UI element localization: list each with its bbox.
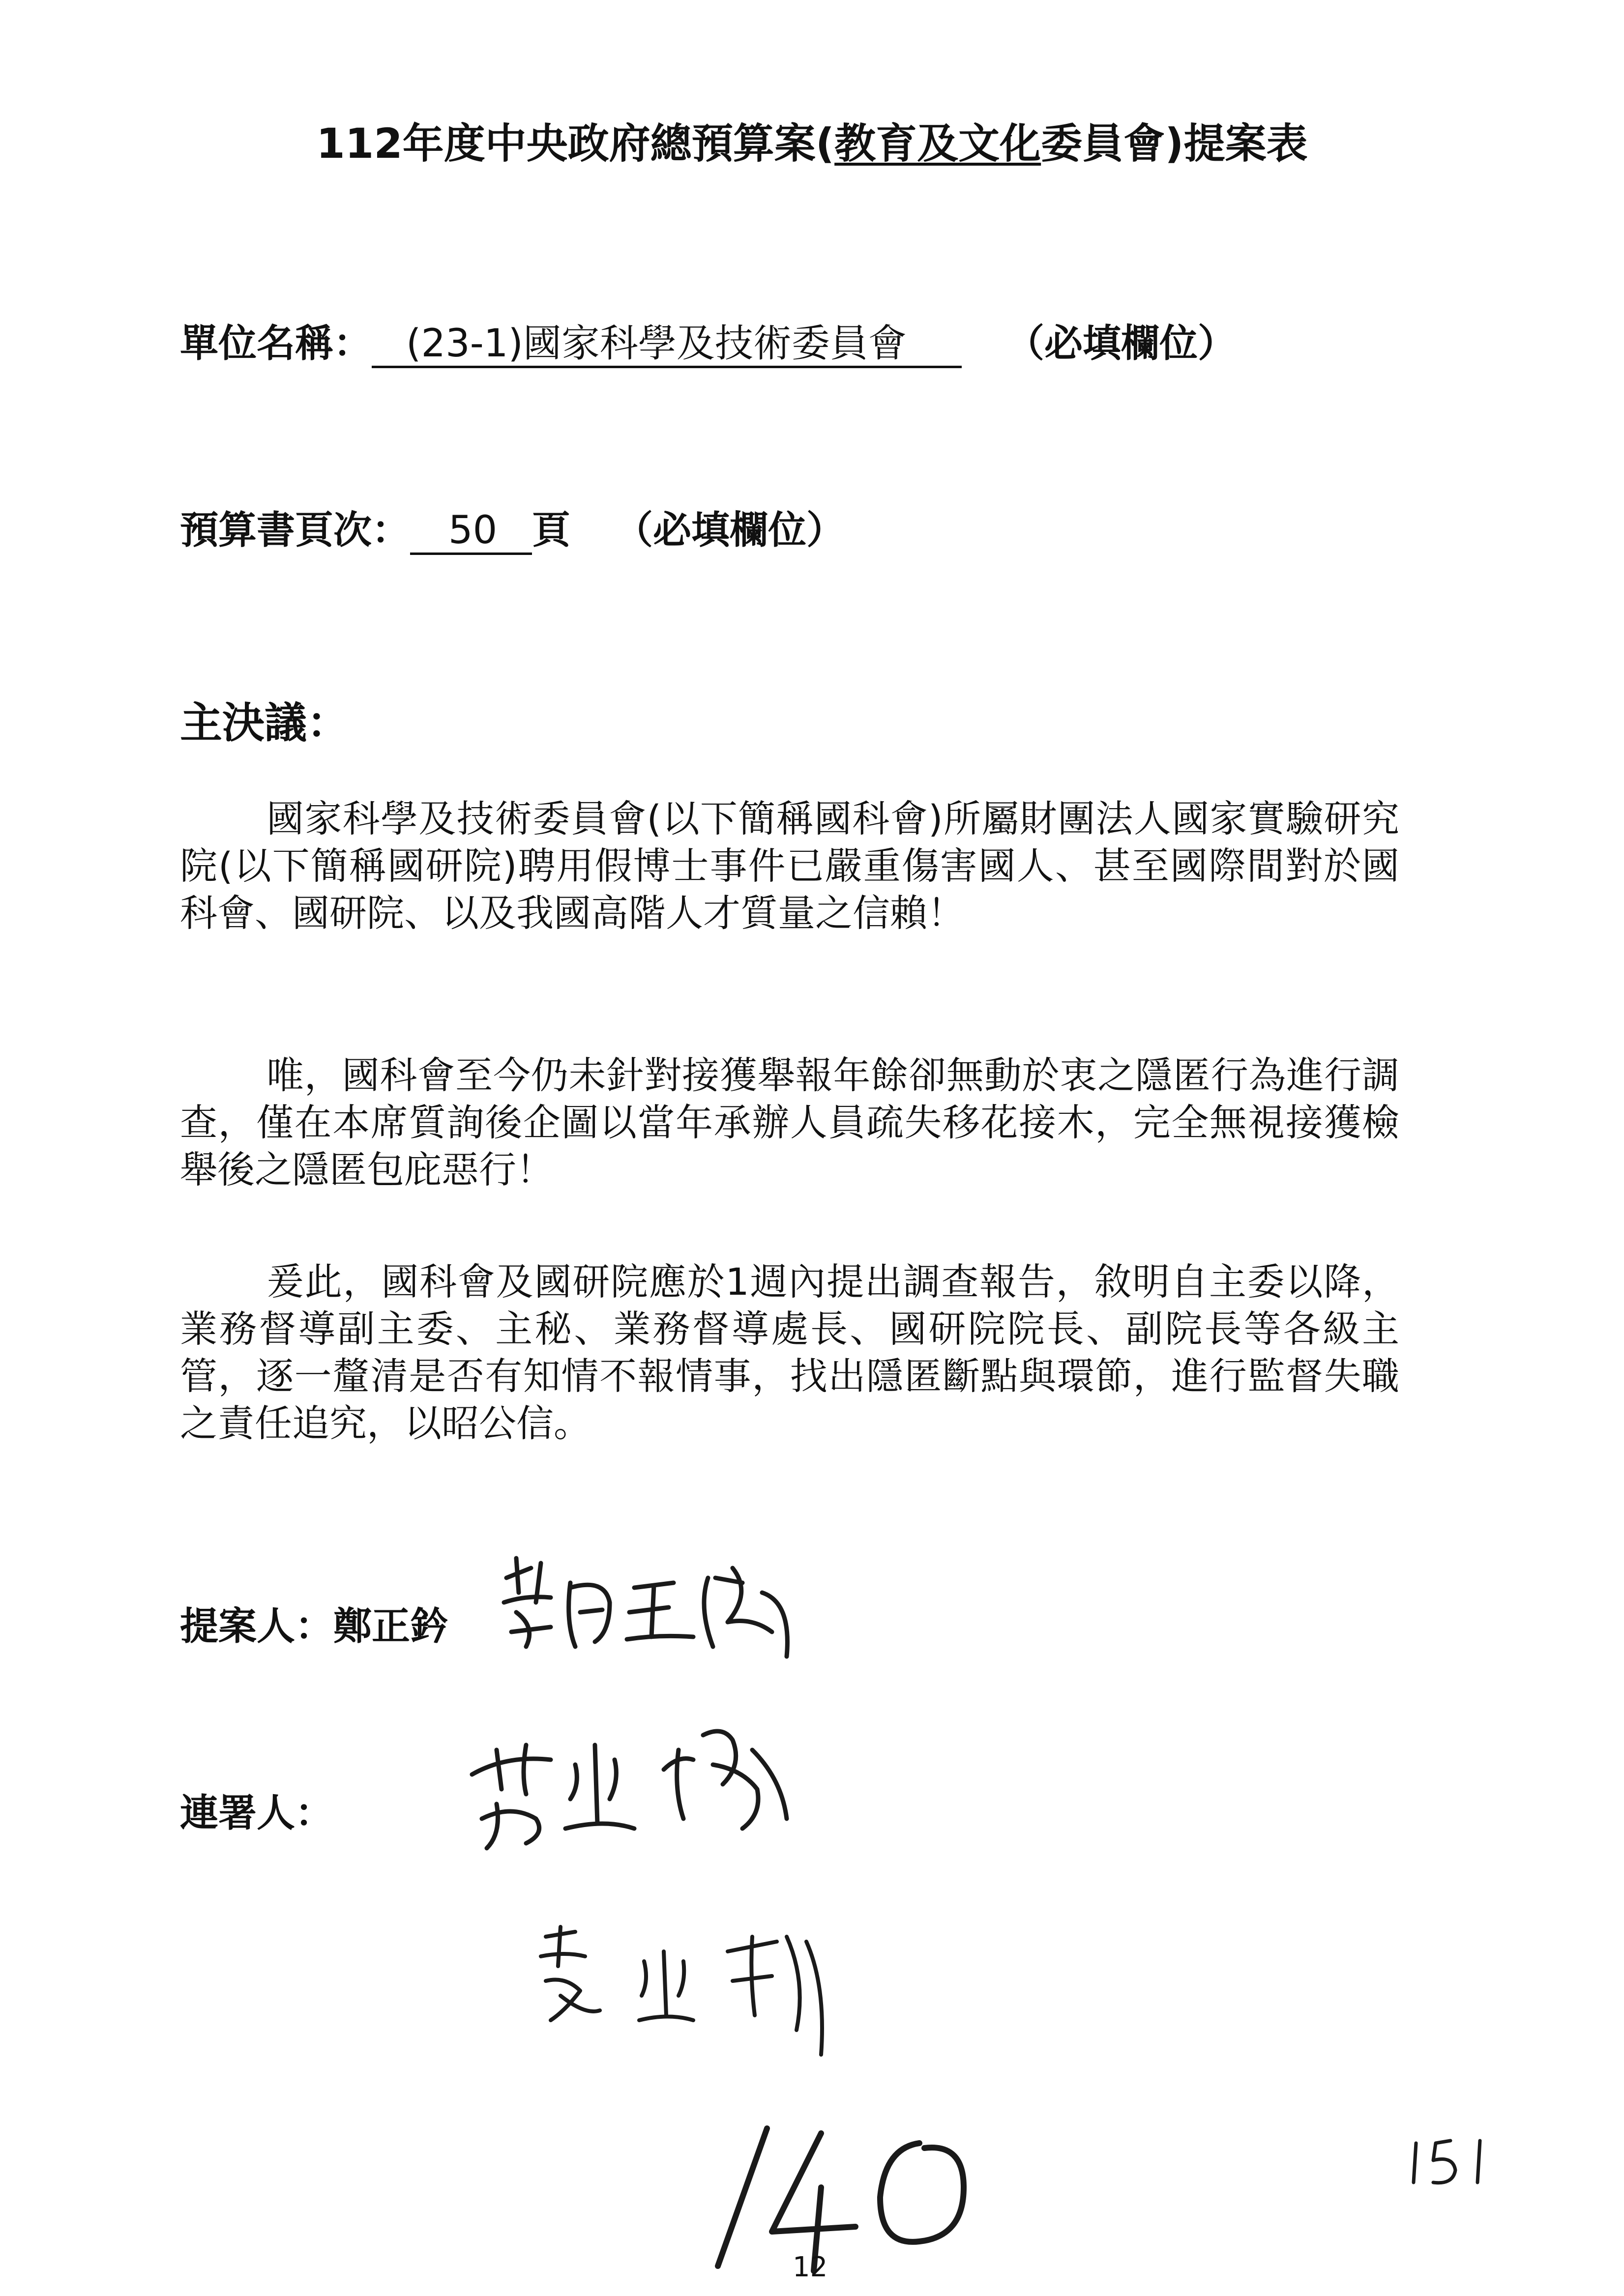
unit-required-note: （必填欄位） [1006, 321, 1237, 366]
budget-page-value: 50 [410, 511, 532, 555]
proposer-line [180, 1604, 449, 1649]
cosigner-signature [531, 1907, 865, 2069]
resolution-paragraph: 國家科學及技術委員會(以下簡稱國科會)所屬財團法人國家實驗研究院(以下簡稱國研院)聘用假博士事件已嚴重傷害國人、甚至國際間對於國科會、國研院、以及我國高階人才質量之信賴！ [180, 797, 1399, 935]
resolution-heading: 主決議： [180, 698, 349, 748]
handwritten-note [1406, 2133, 1500, 2192]
budget-page-unit: 頁 [532, 508, 571, 552]
cosigner-label: 連署人： [180, 1791, 334, 1835]
budget-page-field [180, 508, 845, 555]
unit-field [180, 321, 1237, 368]
cosigner-signature [467, 1706, 821, 1853]
unit-label: 單位名稱： [180, 321, 372, 366]
document-title [0, 119, 1624, 168]
handwritten-number [708, 2114, 983, 2276]
title-suffix: 委員會)提案表 [1041, 119, 1308, 168]
proposer-name: 鄭正鈐 [333, 1604, 449, 1649]
proposer-signature [497, 1548, 811, 1676]
budget-page-label: 預算書頁次： [180, 508, 411, 552]
title-committee: 教育及文化 [834, 119, 1041, 168]
resolution-paragraph: 爰此，國科會及國研院應於1週內提出調查報告，敘明自主委以降，業務督導副主委、主秘、業務督導處長、國研院院長、副院長等各級主管，逐一釐清是否有知情不報情事，找出隱匿斷點與環節，進行監督失職之責任追究，以昭公信。 [180, 1260, 1399, 1445]
title-prefix: 112年度中央政府總預算案( [316, 119, 835, 168]
budget-page-required-note: （必填欄位） [615, 508, 845, 552]
unit-value: (23-1)國家科學及技術委員會 [372, 324, 962, 368]
proposer-label: 提案人： [180, 1604, 334, 1649]
resolution-paragraph: 唯，國科會至今仍未針對接獲舉報年餘卻無動於衷之隱匿行為進行調查，僅在本席質詢後企圖以當年承辦人員疏失移花接木，完全無視接獲檢舉後之隱匿包庇惡行！ [180, 1053, 1399, 1192]
page-number: 12 [793, 2251, 828, 2283]
